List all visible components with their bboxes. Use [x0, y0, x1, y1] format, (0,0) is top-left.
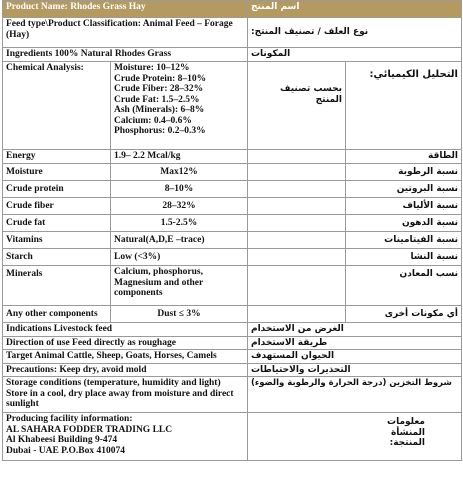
ingredients-row [3, 48, 462, 62]
row-value: 1.5-2.5% [111, 215, 248, 232]
row-empty-cell [248, 181, 346, 198]
indication-row [3, 350, 462, 364]
row-value: 1.9– 2.2 Mcal/kg [111, 150, 248, 164]
row-label-ar: نسب المعادن [346, 266, 462, 306]
feed-type-row [3, 18, 462, 48]
chemical-value: Ash (Minerals): 6–8% [114, 105, 205, 115]
row-empty-cell [248, 150, 346, 164]
ingredients-ar [248, 48, 462, 62]
product-name-ar-text: اسم المنتج [251, 2, 300, 12]
producer-row [3, 413, 462, 461]
chemical-value: Crude Fat: 1.5–2.5% [114, 94, 200, 105]
storage-en [3, 377, 248, 413]
chemical-label-en: Chemical Analysis: [3, 62, 111, 150]
chemical-value: Calcium: 0.4–0.6% [114, 115, 192, 126]
producer-address: Dubai - UAE P.O.Box 410074 [6, 445, 125, 456]
spec-table [2, 0, 462, 461]
indication-ar [248, 363, 462, 377]
row-value: Dust ≤ 3% [111, 306, 248, 323]
row-value: 8–10% [111, 181, 248, 198]
row-label-ar: نسبة الفيتامينات [346, 232, 462, 249]
producer-title: Producing facility information: [6, 414, 133, 424]
indication-en: Precautions: Keep dry, avoid mold [3, 363, 248, 377]
storage-ar [248, 377, 462, 413]
row-label-ar: نسبة الألياف [346, 198, 462, 215]
producer-ar [248, 413, 462, 461]
chemical-values [111, 62, 248, 150]
chemical-value: Crude Fiber: 28–32% [114, 84, 204, 94]
chemical-value: Moisture: 10–12% [114, 63, 190, 73]
feed-type-ar [248, 18, 462, 48]
product-name-ar [248, 1, 462, 18]
chemical-row [3, 62, 462, 150]
spec-row [3, 215, 462, 232]
row-label-en: Moisture [3, 164, 111, 181]
spec-row [3, 306, 462, 323]
row-value: Calcium, phosphorus, Magnesium and other components [111, 266, 248, 306]
spec-row [3, 232, 462, 249]
spec-row [3, 181, 462, 198]
header-row [3, 1, 462, 18]
indication-row [3, 336, 462, 350]
producer-building: Al Khabeesi Building 9-474 [6, 435, 118, 445]
spec-row [3, 249, 462, 266]
ingredients-ar-text: المكونات [251, 49, 291, 59]
chemical-mid-ar: بحسب تصنيف المنتج [248, 62, 346, 150]
indication-ar-text: الحيوان المستهدف [251, 351, 335, 361]
row-label-en: Energy [3, 150, 111, 164]
chemical-value: Phosphorus: 0.2–0.3% [114, 126, 206, 136]
spec-row [3, 164, 462, 181]
storage-line-2: Store in a cool, dry place away from moisture and direct sunlight [6, 388, 234, 409]
row-value: Natural(A,D,E –trace) [111, 232, 248, 249]
row-label-ar: نسبة الدهون [346, 215, 462, 232]
spec-row [3, 266, 462, 306]
storage-ar-text: شروط التخزين (درجة الحرارة والرطوبة والضوء) [251, 378, 452, 388]
row-empty-cell [248, 306, 346, 323]
indication-en: Direction of use Feed directly as roughage [3, 336, 248, 350]
indication-ar-text: التحذيرات والاحتياطات [251, 364, 351, 375]
indication-ar-text: طريقة الاستخدام [251, 337, 328, 348]
row-empty-cell [248, 249, 346, 266]
producer-name: AL SAHARA FODDER TRADING LLC [6, 424, 173, 435]
row-label-en: Vitamins [3, 232, 111, 249]
indication-en: Indications Livestock feed [3, 323, 248, 337]
row-value: Low (<3%) [111, 249, 248, 266]
row-label-en: Starch [3, 249, 111, 266]
indication-en: Target Animal Cattle, Sheep, Goats, Horses, Camels [3, 350, 248, 364]
row-empty-cell [248, 198, 346, 215]
row-label-en: Any other components [3, 306, 111, 323]
row-empty-cell [248, 215, 346, 232]
row-label-ar: أي مكونات أخرى [346, 306, 462, 323]
row-label-en: Crude protein [3, 181, 111, 198]
row-empty-cell [248, 164, 346, 181]
row-empty-cell [248, 232, 346, 249]
chemical-label-ar: التحليل الكيميائي: [346, 62, 462, 150]
feed-type-en: Feed type\Product Classification: Animal Feed – Forage (Hay) [3, 18, 248, 48]
indication-ar [248, 350, 462, 364]
row-label-en: Crude fat [3, 215, 111, 232]
row-label-ar: الطاقة [346, 150, 462, 164]
indication-ar [248, 336, 462, 350]
indication-ar [248, 323, 462, 337]
indication-ar-text: الغرض من الاستخدام [251, 324, 344, 334]
row-empty-cell [248, 266, 346, 306]
row-label-ar: نسبة البروتين [346, 181, 462, 198]
row-label-en: Minerals [3, 266, 111, 306]
product-name-en: Product Name: Rhodes Grass Hay [3, 1, 248, 18]
indication-row [3, 323, 462, 337]
row-label-ar: نسبة الرطوبة [346, 164, 462, 181]
storage-row [3, 377, 462, 413]
row-label-en: Crude fiber [3, 198, 111, 215]
producer-ar-text: معلومات المنشأة المنتجة: [387, 417, 425, 448]
indication-row [3, 363, 462, 377]
spec-row [3, 150, 462, 164]
spec-row [3, 198, 462, 215]
producer-en [3, 413, 248, 461]
row-value: 28–32% [111, 198, 248, 215]
feed-type-ar-text: نوع العلف / تصنيف المنتج: [251, 27, 369, 38]
row-value: Max12% [111, 164, 248, 181]
ingredients-en: Ingredients 100% Natural Rhodes Grass [3, 48, 248, 62]
row-label-ar: نسبة النشا [346, 249, 462, 266]
storage-line-1: Storage conditions (temperature, humidity and light) [6, 378, 221, 388]
chemical-value: Crude Protein: 8–10% [114, 73, 207, 84]
